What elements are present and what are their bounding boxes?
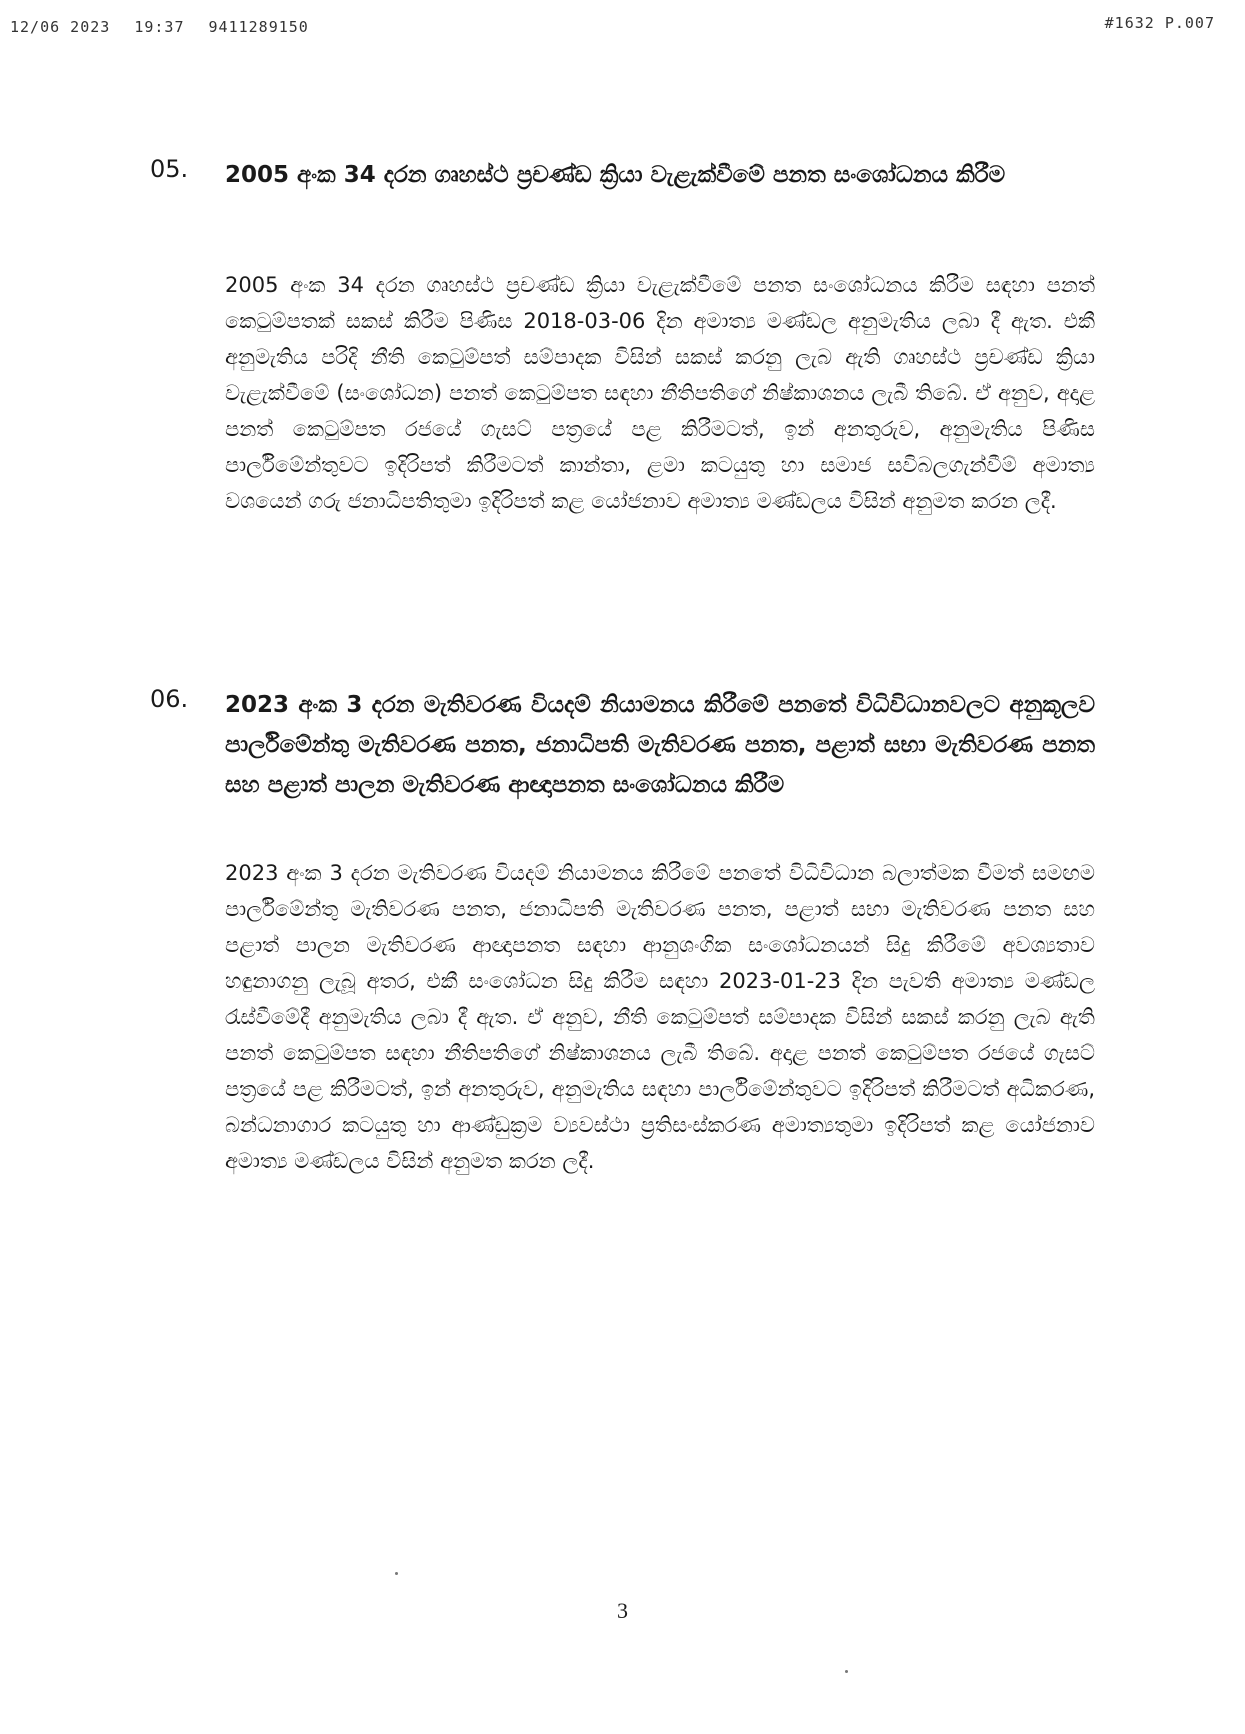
item-body: 2005 අංක 34 දරන ගෘහස්ථ ප්‍රචණ්ඩ ක්‍රියා වැළැක්වීමේ පනත සංශෝධනය කිරීම සඳහා පනත් කෙටුම්පතක් සකස් කිරීම පිණිස 2018-03-06 දින අමාත්‍ය මණ්ඩල අනුමැතිය ලබා දී ඇත. එකී අනුමැතිය පරිදි නීති කෙටුම්පත් සම්පාදක විසින් සකස් කරනු ලැබ ඇති ගෘහස්ථ ප්‍රචණ්ඩ ක්‍රියා වැළැක්වීමේ (සංශෝධන) පනත් කෙටුම්පත සඳහා නීතිපතිගේ නිෂ්කාශනය ලැබී තිබේ. ඒ අනුව, අදාළ පනත් කෙටුම්පත රජයේ ගැසට් පත්‍රයේ පළ කිරීමටත්, ඉන් අනතුරුව, අනුමැතිය පිණිස පාර්ලිමේන්තුවට ඉදිරිපත් කිරීමටත් කාන්තා, ළමා කටයුතු හා සමාජ සවිබලගැන්වීම් අමාත්‍ය වශයෙන් ගරු ජනාධිපතිතුමා ඉදිරිපත් කළ යෝජනාව අමාත්‍ය මණ්ඩලය විසින් අනුමත කරන ලදී. bbox=[225, 273, 1095, 513]
fax-time: 19:37 bbox=[134, 18, 185, 36]
fax-page-ref: #1632 P.007 bbox=[1104, 14, 1215, 32]
item-title: 2005 අංක 34 දරන ගෘහස්ථ ප්‍රචණ්ඩ ක්‍රියා වැළැක්වීමේ පනත සංශෝධනය කිරීම bbox=[225, 162, 1006, 188]
fax-phone: 9411289150 bbox=[208, 18, 309, 36]
decision-item bbox=[150, 685, 1095, 1305]
fax-header bbox=[10, 14, 1215, 38]
page-number: 3 bbox=[617, 1598, 628, 1623]
item-number: 05. bbox=[150, 155, 189, 183]
item-body: 2023 අංක 3 දරන මැතිවරණ වියදම් නියාමනය කිරීමේ පනතේ විධිවිධාන බලාත්මක වීමත් සමඟම පාර්ලිමේන්තු මැතිවරණ පනත, ජනාධිපති මැතිවරණ පනත, පළාත් සභා මැතිවරණ පනත සහ පළාත් පාලන මැතිවරණ ආඥාපනත සඳහා ආනුශංගික සංශෝධනයන් සිදු කිරීමේ අවශ්‍යතාව හඳුනාගනු ලැබූ අතර, එකී සංශෝධන සිදු කිරීම සඳහා 2023-01-23 දින පැවති අමාත්‍ය මණ්ඩල රැස්වීමේදී අනුමැතිය ලබා දී ඇත. ඒ අනුව, නීති කෙටුම්පත් සම්පාදක විසින් සකස් කරනු ලැබ ඇති පනත් කෙටුම්පත සඳහා නීතිපතිගේ නිෂ්කාශනය ලැබී තිබේ. අදාළ පනත් කෙටුම්පත රජයේ ගැසට් පත්‍රයේ පළ කිරීමටත්, ඉන් අනතුරුව, අනුමැතිය සඳහා පාර්ලිමේන්තුවට ඉදිරිපත් කිරීමටත් අධිකරණ, බන්ධනාගාර කටයුතු හා ආණ්ඩුක්‍රම ව්‍යවස්ථා ප්‍රතිසංස්කරණ අමාත්‍යතුමා ඉදිරිපත් කළ යෝජනාව අමාත්‍ය මණ්ඩලය විසින් අනුමත කරන ලදී. bbox=[225, 861, 1095, 1173]
fax-date: 12/06 2023 bbox=[10, 18, 111, 36]
item-title: 2023 අංක 3 දරන මැතිවරණ වියදම් නියාමනය කිරීමේ පනතේ විධිවිධානවලට අනුකූලව පාර්ලිමේන්තු මැතිවරණ පනත, ජනාධිපති මැතිවරණ පනත, පළාත් සභා මැතිවරණ පනත සහ පළාත් පාලන මැතිවරණ ආඥාපනත සංශෝධනය කිරීම bbox=[225, 692, 1095, 798]
fax-transmission-info bbox=[10, 18, 323, 36]
decision-item bbox=[150, 155, 1095, 625]
scan-speck bbox=[845, 1670, 848, 1673]
item-number: 06. bbox=[150, 685, 189, 713]
scan-speck bbox=[395, 1572, 398, 1575]
